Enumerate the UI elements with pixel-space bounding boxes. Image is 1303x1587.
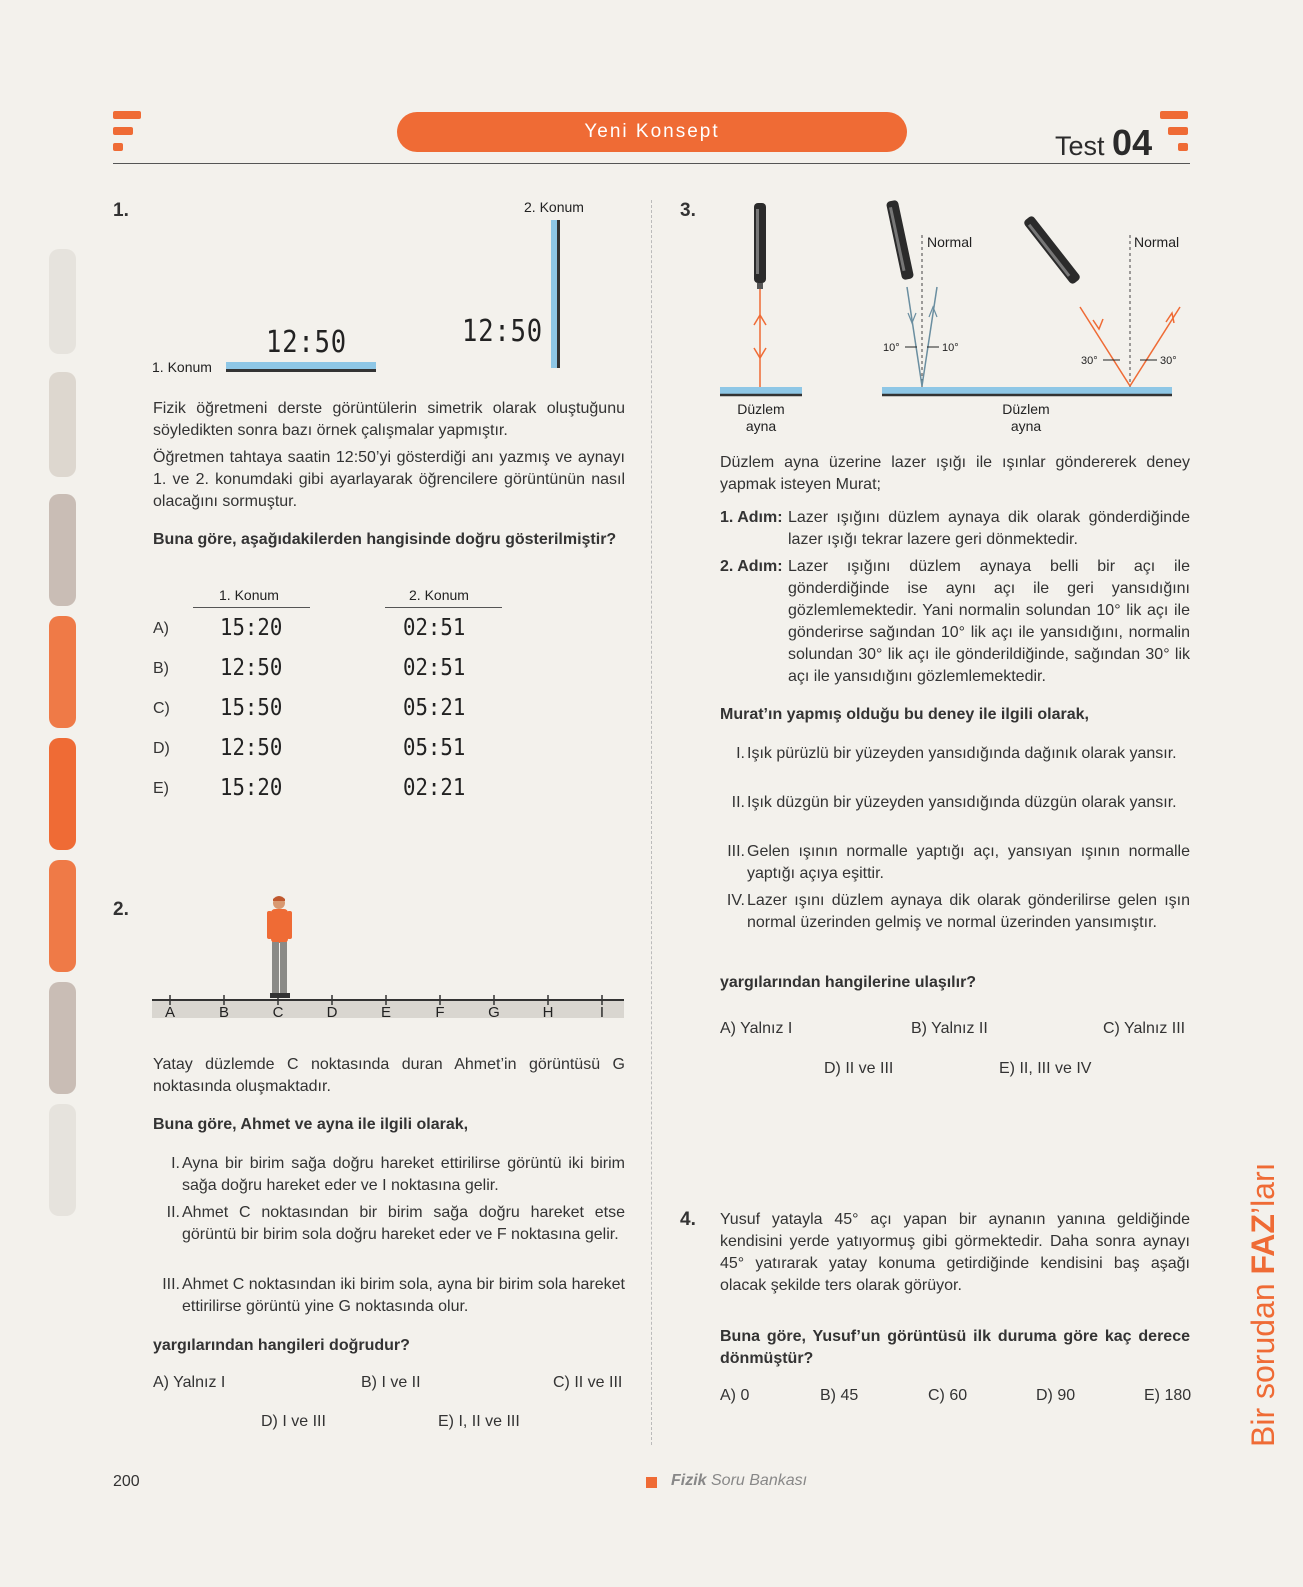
q2-answer-a[interactable]: A) Yalnız I bbox=[153, 1374, 226, 1391]
q1-option-a-k1: 15:20 bbox=[220, 615, 283, 641]
q3-angle-30a: 30° bbox=[1081, 355, 1098, 367]
q3-step2-label: 2. Adım: bbox=[720, 558, 783, 575]
q3-mirror-2-label-2: ayna bbox=[1010, 418, 1042, 434]
q3-ray-reflected-10 bbox=[922, 287, 937, 386]
q2-statement-3-rn: III. bbox=[162, 1276, 180, 1293]
q2-statement-1-rn: I. bbox=[171, 1155, 180, 1172]
test-number: 04 bbox=[1112, 122, 1153, 163]
side-tab-7 bbox=[49, 982, 76, 1094]
q4-number: 4. bbox=[680, 1209, 696, 1230]
q3-figure bbox=[700, 195, 1200, 440]
q1-option-c-k1: 15:50 bbox=[220, 695, 283, 721]
q2-statement-1-text: Ayna bir birim sağa doğru hareket ettirilirse görüntü iki birim sağa doğru hareket eder ve I noktasına gelir. bbox=[182, 1155, 625, 1194]
q3-statement-2-text: Işık düzgün bir yüzeyden yansıdığında düzgün olarak yansır. bbox=[747, 794, 1177, 811]
q3-intro: Düzlem ayna üzerine lazer ışığı ile ışınlar göndererek deney yapmak isteyen Murat; bbox=[720, 454, 1190, 493]
q1-option-e-k2: 02:21 bbox=[403, 775, 466, 801]
point-h: H bbox=[542, 1004, 554, 1020]
side-brand-pre: Bir sorudan bbox=[1245, 1274, 1281, 1447]
q3-mirror-2 bbox=[882, 387, 1172, 394]
q1-paragraph-1: Fizik öğretmeni derste görüntülerin simetrik olarak oluştuğunu söyledikten sonra bazı örnek çalışmalar yapmıştır. bbox=[153, 400, 625, 439]
footer-book-title bbox=[671, 1472, 807, 1490]
laser-pointer-icon-1 bbox=[754, 203, 766, 289]
yeni-konsept-badge: Yeni Konsept bbox=[397, 112, 907, 152]
point-b: B bbox=[218, 1004, 230, 1020]
test-label bbox=[1055, 122, 1152, 164]
q4-answer-b[interactable]: B) 45 bbox=[820, 1387, 859, 1404]
q1-paragraph-2: Öğretmen tahtaya saatin 12:50’yi gösterdiği anı yazmış ve aynayı 1. ve 2. konumdaki gibi ayarlayarak öğrencilere görüntünün nasıl olacağını sormuştur. bbox=[153, 449, 625, 510]
q4-answer-d[interactable]: D) 90 bbox=[1036, 1387, 1076, 1404]
q2-statement-2 bbox=[150, 1202, 625, 1274]
side-brand-bold: FAZ bbox=[1245, 1214, 1281, 1275]
footer-book-bold: Fizik bbox=[671, 1472, 707, 1489]
side-brand-post: ’ları bbox=[1245, 1162, 1281, 1215]
q3-angle-30b: 30° bbox=[1160, 355, 1177, 367]
q2-answer-c[interactable]: C) II ve III bbox=[553, 1374, 623, 1391]
q1-col1-rule bbox=[193, 607, 310, 608]
header-rule bbox=[113, 163, 1190, 164]
q2-statement-3-text: Ahmet C noktasından iki birim sola, ayna bir birim sola hareket ettirilirse görüntü yine G noktasında olur. bbox=[182, 1276, 625, 1315]
q3-answer-b[interactable]: B) Yalnız II bbox=[911, 1020, 988, 1037]
side-tab-3 bbox=[49, 494, 76, 606]
test-prefix: Test bbox=[1055, 131, 1105, 161]
q3-statement-2-rn: II. bbox=[731, 794, 745, 811]
q1-option-d-k2: 05:51 bbox=[403, 735, 466, 761]
q3-answer-c[interactable]: C) Yalnız III bbox=[1103, 1020, 1186, 1037]
q3-answer-a[interactable]: A) Yalnız I bbox=[720, 1020, 793, 1037]
q3-mirror-2-label-1: Düzlem bbox=[1002, 401, 1050, 417]
q1-option-b-k2: 02:51 bbox=[403, 655, 466, 681]
q3-statement-3 bbox=[715, 841, 1190, 891]
q1-option-c-letter: C) bbox=[153, 700, 170, 717]
q1-col1-header: 1. Konum bbox=[219, 587, 279, 603]
logo-bar-right-mid bbox=[1168, 127, 1188, 135]
point-c: C bbox=[272, 1004, 284, 1020]
side-tab-5 bbox=[49, 738, 76, 850]
point-d: D bbox=[326, 1004, 338, 1020]
q2-statement-3 bbox=[150, 1274, 625, 1324]
q3-statement-1-rn: I. bbox=[736, 745, 745, 762]
logo-bar-mid bbox=[113, 127, 133, 135]
q2-paragraph: Yatay düzlemde C noktasında duran Ahmet’in görüntüsü G noktasında oluşmaktadır. bbox=[153, 1056, 625, 1095]
q2-statement-2-text: Ahmet C noktasından bir birim sağa doğru hareket etse görüntü bir birim sola doğru hareket eder ve F noktasına gelir. bbox=[182, 1204, 625, 1243]
q3-mirror-1-label-1: Düzlem bbox=[737, 401, 785, 417]
q3-statement-3-rn: III. bbox=[727, 843, 745, 860]
q3-angle-10b: 10° bbox=[942, 342, 959, 354]
q3-ray-incident-10 bbox=[907, 287, 922, 386]
q3-normal-label-2: Normal bbox=[1134, 234, 1180, 250]
column-divider bbox=[651, 200, 652, 1445]
q3-statement-1-text: Işık pürüzlü bir yüzeyden yansıdığında dağınık olarak yansır. bbox=[747, 745, 1177, 762]
q3-statement-1 bbox=[715, 743, 1190, 793]
q2-question: Buna göre, Ahmet ve ayna ile ilgili olarak, bbox=[153, 1116, 469, 1133]
q3-arrow-30-in bbox=[1093, 319, 1103, 329]
side-tab-1 bbox=[49, 249, 76, 354]
q3-mirror-1-label-2: ayna bbox=[745, 418, 777, 434]
side-tab-4 bbox=[49, 616, 76, 728]
footer-square-icon bbox=[646, 1477, 657, 1488]
q3-statement-2 bbox=[715, 792, 1190, 842]
side-tab-2 bbox=[49, 372, 76, 477]
q2-statement-1 bbox=[150, 1153, 625, 1203]
q3-answer-d[interactable]: D) II ve III bbox=[824, 1060, 894, 1077]
q1-col2-rule bbox=[385, 607, 502, 608]
q1-konum1-label: 1. Konum bbox=[152, 359, 212, 375]
q1-question: Buna göre, aşağıdakilerden hangisinde doğru gösterilmiştir? bbox=[153, 531, 617, 548]
point-g: G bbox=[488, 1004, 500, 1020]
q2-answer-e[interactable]: E) I, II ve III bbox=[438, 1413, 520, 1430]
q3-statement-3-text: Gelen ışının normalle yaptığı açı, yansıyan ışının normalle yaptığı açıya eşittir. bbox=[747, 843, 1190, 882]
q3-statement-4-text: Lazer ışını düzlem aynaya dik olarak gönderilirse gelen ışın normal üzerinden gelmiş ve normal üzerinden yansımıştır. bbox=[747, 892, 1190, 931]
q1-option-b-k1: 12:50 bbox=[220, 655, 283, 681]
q1-clock-2: 12:50 bbox=[462, 314, 544, 349]
q3-tail: yargılarından hangilerine ulaşılır? bbox=[720, 974, 977, 991]
q3-answer-e[interactable]: E) II, III ve IV bbox=[999, 1060, 1092, 1077]
footer-book-rest: Soru Bankası bbox=[706, 1472, 808, 1489]
laser-pointer-icon-2 bbox=[886, 200, 914, 281]
q4-question: Buna göre, Yusuf’un görüntüsü ilk duruma göre kaç derece dönmüştür? bbox=[720, 1328, 1190, 1367]
page-number: 200 bbox=[113, 1473, 140, 1490]
q3-statement-4 bbox=[715, 890, 1190, 962]
q1-mirror-vertical bbox=[551, 220, 560, 368]
q1-konum2-label: 2. Konum bbox=[524, 199, 584, 215]
q4-answer-a[interactable]: A) 0 bbox=[720, 1387, 750, 1404]
q3-step1-text: Lazer ışığını düzlem aynaya dik olarak gönderdiğinde lazer ışığı tekrar lazere geri dönmektedir. bbox=[788, 509, 1190, 548]
q2-figure bbox=[150, 895, 630, 1020]
q3-normal-label-1: Normal bbox=[927, 234, 973, 250]
logo-bar-right-bottom bbox=[1178, 143, 1188, 151]
q2-number: 2. bbox=[113, 899, 129, 920]
q3-step2-text: Lazer ışığını düzlem aynaya belli bir açı ile gönderdiğinde ise aynı açı ile geri yansıdığını gözlemlemektedir. Yani normalin solundan 10° lik açı ile gönderirse sağından 10° lik açı ile yansıdığını, normalin solundan 30° lik açı ile gönderildiğinde, sağından 30° lik açı ile yansıdığını gözlemlemektedir. bbox=[788, 558, 1190, 685]
q1-option-b-letter: B) bbox=[153, 660, 169, 677]
q3-step1-label: 1. Adım: bbox=[720, 509, 783, 526]
q4-paragraph: Yusuf yatayla 45° açı yapan bir aynanın yanına geldiğinde kendisini yerde yatıyormuş gibi görmektedir. Daha sonra aynayı 45° yatırarak yatay konuma getirdiğinde kendisini baş aşağı olacak şekilde ters olarak görüyor. bbox=[720, 1211, 1190, 1294]
point-a: A bbox=[164, 1004, 176, 1020]
q3-mirror-1 bbox=[720, 387, 802, 394]
q4-answer-e[interactable]: E) 180 bbox=[1144, 1387, 1192, 1404]
q4-answer-c[interactable]: C) 60 bbox=[928, 1387, 968, 1404]
q3-statement-4-rn: IV. bbox=[726, 892, 745, 909]
q1-option-a-k2: 02:51 bbox=[403, 615, 466, 641]
q1-number: 1. bbox=[113, 200, 129, 221]
q1-option-a-letter: A) bbox=[153, 620, 169, 637]
logo-bar-bottom bbox=[113, 143, 123, 151]
q3-number: 3. bbox=[680, 200, 696, 221]
point-i: I bbox=[599, 1004, 605, 1020]
q1-col2-header: 2. Konum bbox=[409, 587, 469, 603]
q1-option-d-k1: 12:50 bbox=[220, 735, 283, 761]
q2-tail: yargılarından hangileri doğrudur? bbox=[153, 1337, 410, 1354]
q1-mirror-horizontal bbox=[226, 362, 376, 372]
q1-option-e-k1: 15:20 bbox=[220, 775, 283, 801]
point-e: E bbox=[380, 1004, 392, 1020]
logo-bar-right-top bbox=[1160, 111, 1188, 119]
q1-option-c-k2: 05:21 bbox=[403, 695, 466, 721]
q2-answer-d[interactable]: D) I ve III bbox=[261, 1413, 326, 1430]
laser-pointer-icon-3 bbox=[1023, 215, 1082, 285]
q3-ray-incident-30 bbox=[1080, 307, 1130, 386]
q1-option-d-letter: D) bbox=[153, 740, 170, 757]
side-tab-6 bbox=[49, 860, 76, 972]
q1-option-e-letter: E) bbox=[153, 780, 169, 797]
q2-answer-b[interactable]: B) I ve II bbox=[361, 1374, 421, 1391]
side-tab-8 bbox=[49, 1104, 76, 1216]
q1-clock-1: 12:50 bbox=[266, 325, 348, 360]
logo-bar-top bbox=[113, 111, 141, 119]
q3-angle-10a: 10° bbox=[883, 342, 900, 354]
point-f: F bbox=[435, 1004, 445, 1020]
q3-question: Murat’ın yapmış olduğu bu deney ile ilgili olarak, bbox=[720, 706, 1089, 723]
person-icon bbox=[267, 896, 292, 998]
q2-statement-2-rn: II. bbox=[166, 1204, 180, 1221]
side-brand bbox=[1245, 1162, 1282, 1447]
